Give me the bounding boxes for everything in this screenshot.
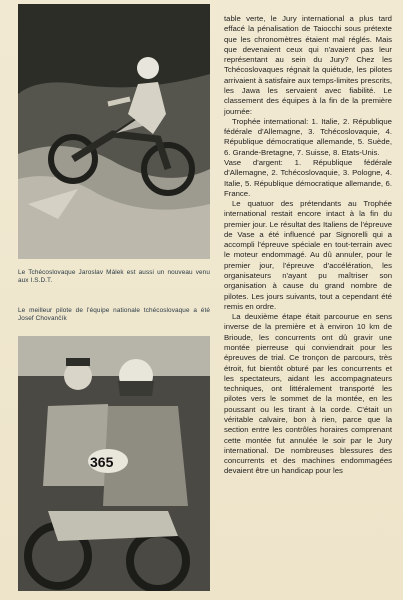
photo-rider-portrait-image [18, 336, 210, 591]
article-paragraph-3: Vase d'argent: 1. République fédérale d'Allemagne, 2. Tchécoslovaquie, 3. Pologne, 4. Italie, 5. République démocratique allemande, 6. France. [224, 157, 392, 198]
article-paragraph-2: Trophée international: 1. Italie, 2. République fédérale d'Allemagne, 3. Tchécoslovaquie, 4. République démocratique allemande, 5. Suède, 6. Grande-Bretagne, 7. Suisse, 8. Etats-Unis. [224, 116, 392, 157]
photo-rider-portrait [18, 336, 210, 591]
article-paragraph-1: table verte, le Jury international a plus tard effacé la pénalisation de Taiocchi sous prétexte que les chronomètres étaient mal réglés. Mais que devenaient ceux qui n'avaient pas leur représentant au sein du Jury? Chez les Tchécoslovaques régnait la quiétude, les pilotes arrivaient à satisfaire aux temps-limites prescrits, les Jawa les servaient avec fiabilité. Le classement des équipes à la fin de la première journée: [224, 14, 392, 116]
photo-caption-top: Le Tchécoslovaque Jaroslav Málek est aussi un nouveau venu aux I.S.D.T. [18, 269, 210, 284]
article-paragraph-5: La deuxième étape était parcourue en sens inverse de la première et à environ 10 km de Brioude, les concurrents ont dû gravir une montée pierreuse qui conviendrait pour les épreuves de trial. Ce tronçon de parcours, très étroit, fut bientôt obturé par les concurrents et les spectateurs, aidant les accompagnateurs techniques, ont littéralement transporté les pilotes vers le sommet de la montée, en les poussant ou les tirant à la corde. C'était un véritable calvaire, bon à rien, parce que la section entre les contrôles horaires comprenant cette montée fut annulée le soir par le Jury international. De nombreuses blessures des concurrents et des machines endommagées devaient être un handicap pour les [224, 312, 392, 476]
article-paragraph-4: Le quatuor des prétendants au Trophée international restait encore intact à la fin du premier jour. Le résultat des Italiens de l'épreuve de Vase a été influencé par Signorelli qui a accompli l'épreuve spéciale en tout-terrain avec le moteur endommagé. Au dû annuler, pour le premier jour, l'épreuve d'accélération, les organisateurs n'ayant pu maîtriser son organisation à cause du grand nombre de pilotes. Les jours suivants, tout a cependant été remis en ordre. [224, 199, 392, 311]
race-number-plate: 365 [90, 454, 114, 470]
photo-rider-water-crossing [18, 4, 210, 259]
photo-caption-bottom: Le meilleur pilote de l'équipe nationale tchécoslovaque a été Josef Chovančík [18, 307, 210, 322]
photo-rider-water-crossing-image [18, 4, 210, 259]
article-column [224, 14, 392, 477]
